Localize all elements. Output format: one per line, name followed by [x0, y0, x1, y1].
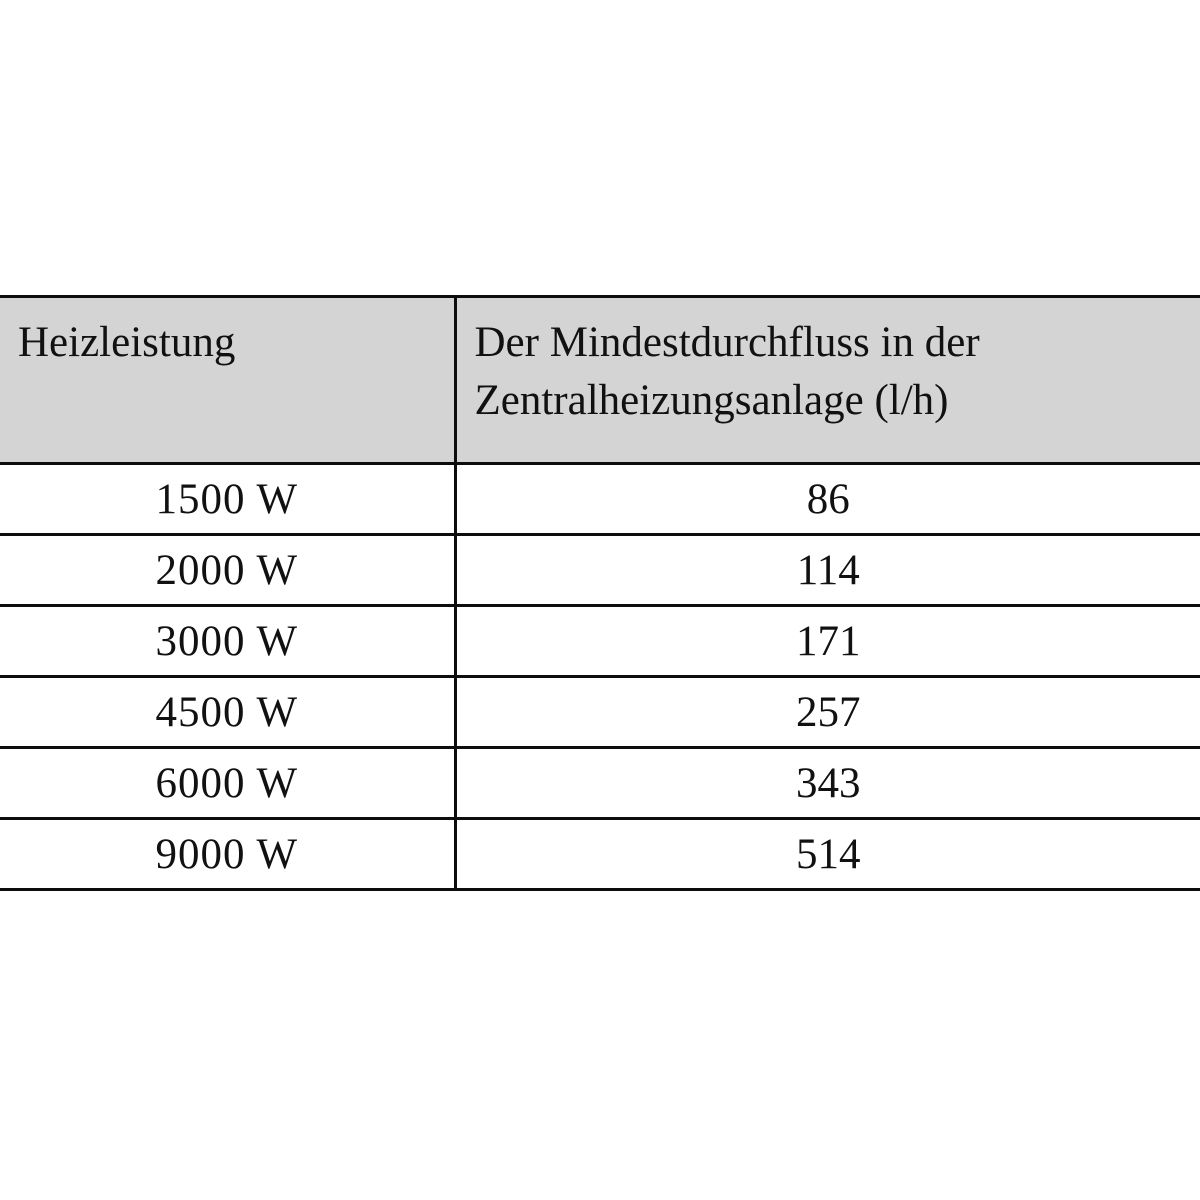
table-row	[0, 464, 1200, 535]
heating-power-flow-table	[0, 295, 1200, 891]
cell-flow: 514	[455, 819, 1200, 890]
spec-table-container	[0, 295, 1200, 891]
table-header	[0, 297, 1200, 464]
cell-power: 3000 W	[0, 606, 455, 677]
cell-flow: 114	[455, 535, 1200, 606]
column-header-min-flow-line1: Der Mindestdurchfluss in der	[474, 319, 980, 366]
column-header-min-flow-line2: Zentralheizungsanlage (l/h)	[474, 377, 949, 425]
cell-power: 9000 W	[0, 819, 455, 890]
header-row	[0, 297, 1200, 464]
cell-flow: 171	[455, 606, 1200, 677]
table-row	[0, 535, 1200, 606]
cell-power: 2000 W	[0, 535, 455, 606]
table-body	[0, 464, 1200, 890]
cell-flow: 86	[455, 464, 1200, 535]
column-header-min-flow	[455, 297, 1200, 464]
table-row	[0, 677, 1200, 748]
cell-power: 4500 W	[0, 677, 455, 748]
cell-flow: 257	[455, 677, 1200, 748]
cell-flow: 343	[455, 748, 1200, 819]
column-header-heating-power: Heizleistung	[0, 297, 455, 464]
table-row	[0, 819, 1200, 890]
table-row	[0, 748, 1200, 819]
cell-power: 6000 W	[0, 748, 455, 819]
cell-power: 1500 W	[0, 464, 455, 535]
table-row	[0, 606, 1200, 677]
